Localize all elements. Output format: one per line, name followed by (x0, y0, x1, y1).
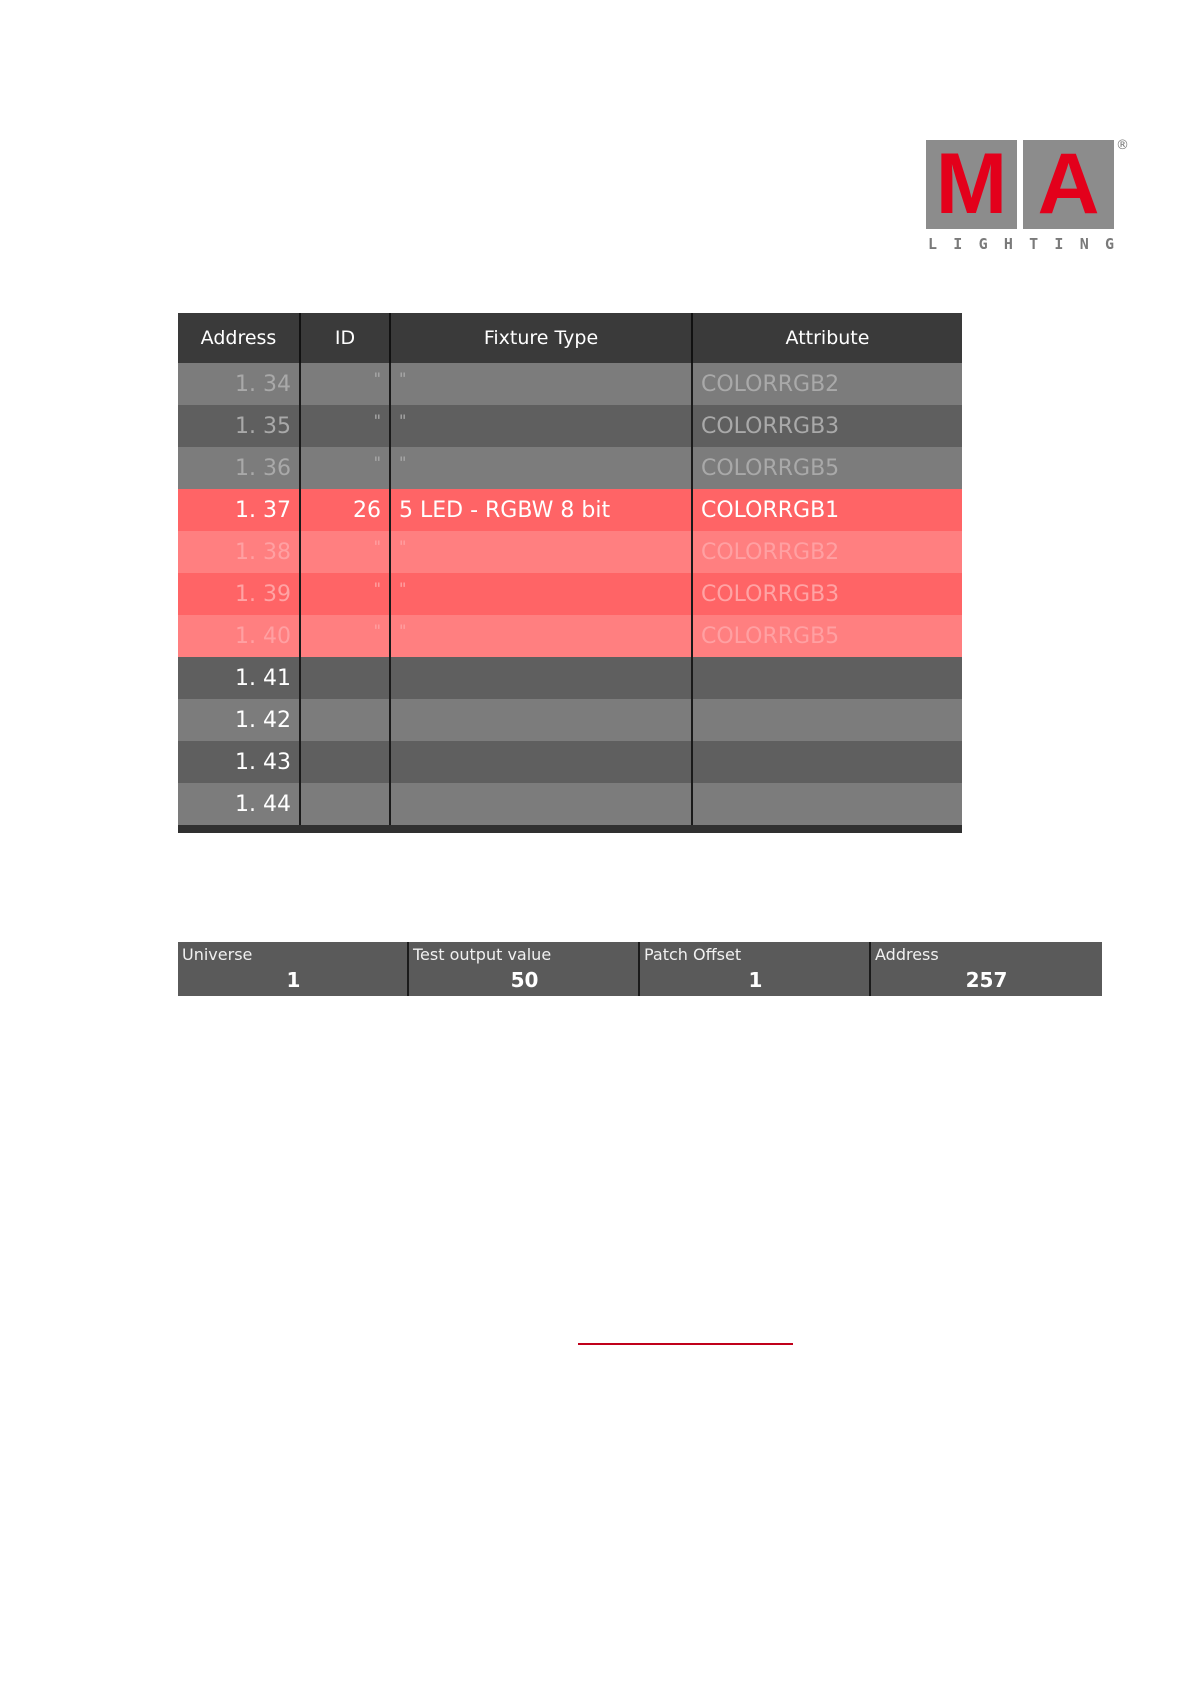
cell-fixture-type: " (391, 615, 693, 657)
logo-subtitle-letter: G (1104, 235, 1114, 253)
column-header-id[interactable]: ID (301, 313, 391, 363)
table-row[interactable] (178, 657, 962, 699)
table-header (178, 313, 962, 363)
logo-subtitle-letter: I (953, 235, 963, 253)
cell-id: " (301, 363, 391, 405)
patch-offset-field[interactable] (640, 942, 871, 996)
cell-id (301, 783, 391, 825)
patch-offset-value: 1 (748, 968, 763, 992)
table-row[interactable] (178, 699, 962, 741)
logo-subtitle-letter: G (978, 235, 988, 253)
universe-value: 1 (286, 968, 301, 992)
cell-address: 1. 38 (178, 531, 301, 573)
cell-id (301, 741, 391, 783)
cell-id: " (301, 447, 391, 489)
address-value: 257 (965, 968, 1008, 992)
cell-address: 1. 36 (178, 447, 301, 489)
table-row-selected[interactable] (178, 531, 962, 573)
cell-attribute: COLORRGB2 (701, 539, 840, 565)
table-body (178, 363, 962, 825)
column-header-address[interactable]: Address (178, 313, 301, 363)
cell-id: " (301, 405, 391, 447)
cell-id (301, 699, 391, 741)
column-header-fixture-type[interactable]: Fixture Type (391, 313, 693, 363)
logo-letter-a: A (1023, 140, 1114, 229)
address-field[interactable] (871, 942, 1102, 996)
logo-subtitle-letter: L (928, 235, 938, 253)
test-output-value-value: 50 (510, 968, 539, 992)
patch-table (178, 313, 962, 833)
logo-subtitle (926, 235, 1116, 255)
cell-attribute: COLORRGB5 (701, 455, 840, 481)
link-underline[interactable] (578, 1343, 793, 1345)
cell-id: " (301, 615, 391, 657)
table-row[interactable] (178, 783, 962, 825)
cell-fixture-type (391, 741, 693, 783)
cell-attribute: COLORRGB3 (701, 413, 840, 439)
table-row[interactable] (178, 741, 962, 783)
table-row-selected[interactable] (178, 489, 962, 531)
cell-address: 1. 34 (178, 363, 301, 405)
cell-address: 1. 40 (178, 615, 301, 657)
cell-address: 1. 37 (178, 489, 301, 531)
universe-label: Universe (182, 945, 253, 964)
table-row-selected[interactable] (178, 615, 962, 657)
cell-fixture-type: " (391, 363, 693, 405)
address-label: Address (875, 945, 939, 964)
cell-address: 1. 35 (178, 405, 301, 447)
logo-subtitle-letter: I (1054, 235, 1064, 253)
cell-fixture-type: 5 LED - RGBW 8 bit (391, 489, 693, 531)
cell-address: 1. 42 (178, 699, 301, 741)
logo-subtitle-letter: N (1079, 235, 1089, 253)
cell-address: 1. 44 (178, 783, 301, 825)
cell-fixture-type (391, 699, 693, 741)
registered-mark: ® (1116, 138, 1129, 153)
cell-attribute: COLORRGB5 (701, 623, 840, 649)
cell-id: " (301, 573, 391, 615)
cell-address: 1. 41 (178, 657, 301, 699)
cell-attribute: COLORRGB3 (701, 581, 840, 607)
cell-id: " (301, 531, 391, 573)
cell-fixture-type (391, 783, 693, 825)
table-row[interactable] (178, 363, 962, 405)
patch-info-bar (178, 942, 1102, 996)
cell-fixture-type: " (391, 405, 693, 447)
logo-letter-m: M (926, 140, 1017, 229)
ma-lighting-logo (926, 136, 1129, 260)
logo-subtitle-letter: T (1029, 235, 1039, 253)
table-row-selected[interactable] (178, 573, 962, 615)
cell-fixture-type: " (391, 531, 693, 573)
test-output-value-label: Test output value (413, 945, 552, 964)
cell-fixture-type: " (391, 447, 693, 489)
cell-attribute (693, 699, 962, 741)
cell-attribute (693, 741, 962, 783)
test-output-value-field[interactable] (409, 942, 640, 996)
table-row[interactable] (178, 447, 962, 489)
cell-attribute (693, 783, 962, 825)
cell-fixture-type: " (391, 573, 693, 615)
table-row[interactable] (178, 405, 962, 447)
cell-attribute: COLORRGB1 (701, 497, 840, 523)
patch-offset-label: Patch Offset (644, 945, 742, 964)
cell-id: 26 (301, 489, 391, 531)
cell-attribute (693, 657, 962, 699)
logo-subtitle-letter: H (1003, 235, 1013, 253)
cell-address: 1. 39 (178, 573, 301, 615)
cell-fixture-type (391, 657, 693, 699)
column-header-attribute[interactable]: Attribute (785, 327, 870, 349)
cell-address: 1. 43 (178, 741, 301, 783)
cell-id (301, 657, 391, 699)
universe-field[interactable] (178, 942, 409, 996)
cell-attribute: COLORRGB2 (701, 371, 840, 397)
